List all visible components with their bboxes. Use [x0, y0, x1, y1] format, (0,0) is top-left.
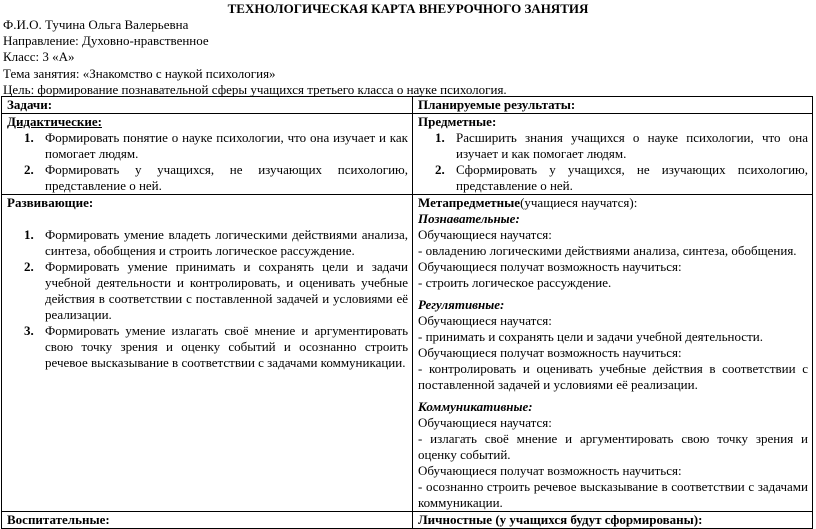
didactic-list	[7, 130, 408, 194]
developing-tasks-cell	[2, 195, 413, 512]
item-number: 1.	[24, 227, 34, 242]
item-number: 2.	[24, 259, 34, 274]
item-text: Сформировать у учащихся, не изучающих психологию, представление о ней.	[456, 162, 808, 193]
communicative-chance-item: - осознанно строить речевое высказывание в соответствии с задачами коммуникации.	[418, 479, 808, 510]
developing-label: Развивающие:	[7, 195, 94, 210]
list-item	[7, 259, 408, 323]
list-item	[7, 323, 408, 371]
item-number: 3.	[24, 323, 34, 338]
communicative-learn: Обучающиеся научатся:	[418, 415, 552, 430]
table-header-row	[2, 97, 813, 114]
lesson-table	[1, 96, 813, 529]
list-item	[418, 130, 808, 162]
metasubject-label	[418, 195, 808, 211]
table-row	[2, 114, 813, 195]
didactic-label: Дидактические:	[7, 114, 102, 129]
column-header-tasks: Задачи:	[2, 97, 413, 114]
lesson-goal: Цель: формирование познавательной сферы учащихся третьего класса о науке психология.	[3, 81, 507, 97]
communicative-chance: Обучающиеся получат возможность научиться:	[418, 463, 682, 478]
regulatory-chance-item: - контролировать и оценивать учебные действия в соответствии с поставленной задачей и условиями её реализации.	[418, 361, 808, 392]
cognitive-learn: Обучающиеся научатся:	[418, 227, 552, 242]
personal-results-cell	[413, 512, 813, 529]
metasubject-label-bold: Метапредметные	[418, 195, 521, 210]
list-item	[7, 162, 408, 194]
item-text: Расширить знания учащихся о науке психологии, что она изучает и как помогает людям.	[456, 130, 808, 161]
item-text: Формировать умение владеть логическими действиями анализа, синтеза, обобщения и строить логическое рассуждение.	[45, 227, 408, 258]
table-row	[2, 512, 813, 529]
cognitive-chance: Обучающиеся получат возможность научиться:	[418, 259, 682, 274]
subject-list	[418, 130, 808, 194]
item-number: 2.	[24, 162, 34, 177]
lesson-topic: Тема занятия: «Знакомство с наукой психология»	[3, 65, 276, 81]
list-item	[7, 130, 408, 162]
communicative-label: Коммуникативные:	[418, 399, 533, 414]
class-label: Класс: 3 «А»	[3, 49, 75, 65]
subject-results-cell	[413, 114, 813, 195]
item-text: Формировать умение принимать и сохранять цели и задачи учебной деятельности и контролировать, и оценивать учебные действия в соответствии с поставленной задачей и условиями её реализации.	[45, 259, 408, 322]
metasubject-results-cell	[413, 195, 813, 512]
direction: Направление: Духовно-нравственное	[3, 33, 209, 49]
regulatory-chance: Обучающиеся получат возможность научиться:	[418, 345, 682, 360]
table-row	[2, 195, 813, 512]
item-text: Формировать понятие о науке психологии, что она изучает и как помогает людям.	[45, 130, 408, 161]
didactic-tasks-cell	[2, 114, 413, 195]
item-number: 2.	[435, 162, 445, 177]
cognitive-learn-item: - овладению логическими действиями анализа, синтеза, обобщения.	[418, 243, 797, 258]
list-item	[418, 162, 808, 194]
metasubject-label-rest: (учащиеся научатся):	[520, 195, 638, 210]
regulatory-label: Регулятивные:	[418, 297, 505, 312]
educational-label: Воспитательные:	[7, 512, 110, 527]
item-number: 1.	[24, 130, 34, 145]
list-item	[7, 227, 408, 259]
item-text: Формировать у учащихся, не изучающих психологию, представление о ней.	[45, 162, 408, 193]
item-number: 1.	[435, 130, 445, 145]
regulatory-learn-item: - принимать и сохранять цели и задачи учебной деятельности.	[418, 329, 763, 344]
communicative-learn-item: - излагать своё мнение и аргументировать свою точку зрения и оценку событий.	[418, 431, 808, 462]
lesson-info	[3, 17, 803, 98]
document-title: ТЕХНОЛОГИЧЕСКАЯ КАРТА ВНЕУРОЧНОГО ЗАНЯТИЯ	[227, 1, 589, 16]
personal-label: Личностные (у учащихся будут сформированы):	[418, 512, 703, 527]
cognitive-chance-item: - строить логическое рассуждение.	[418, 275, 612, 290]
educational-tasks-cell	[2, 512, 413, 529]
regulatory-learn: Обучающиеся научатся:	[418, 313, 552, 328]
teacher-name: Ф.И.О. Тучина Ольга Валерьевна	[3, 17, 189, 32]
developing-list	[7, 227, 408, 371]
subject-label: Предметные:	[418, 114, 497, 129]
item-text: Формировать умение излагать своё мнение и аргументировать свою точку зрения и оценку событий и осознанно строить речевое высказывание в соответствии с задачами коммуникации.	[45, 323, 408, 370]
column-header-results: Планируемые результаты:	[413, 97, 813, 114]
cognitive-label: Познавательные:	[418, 211, 520, 226]
